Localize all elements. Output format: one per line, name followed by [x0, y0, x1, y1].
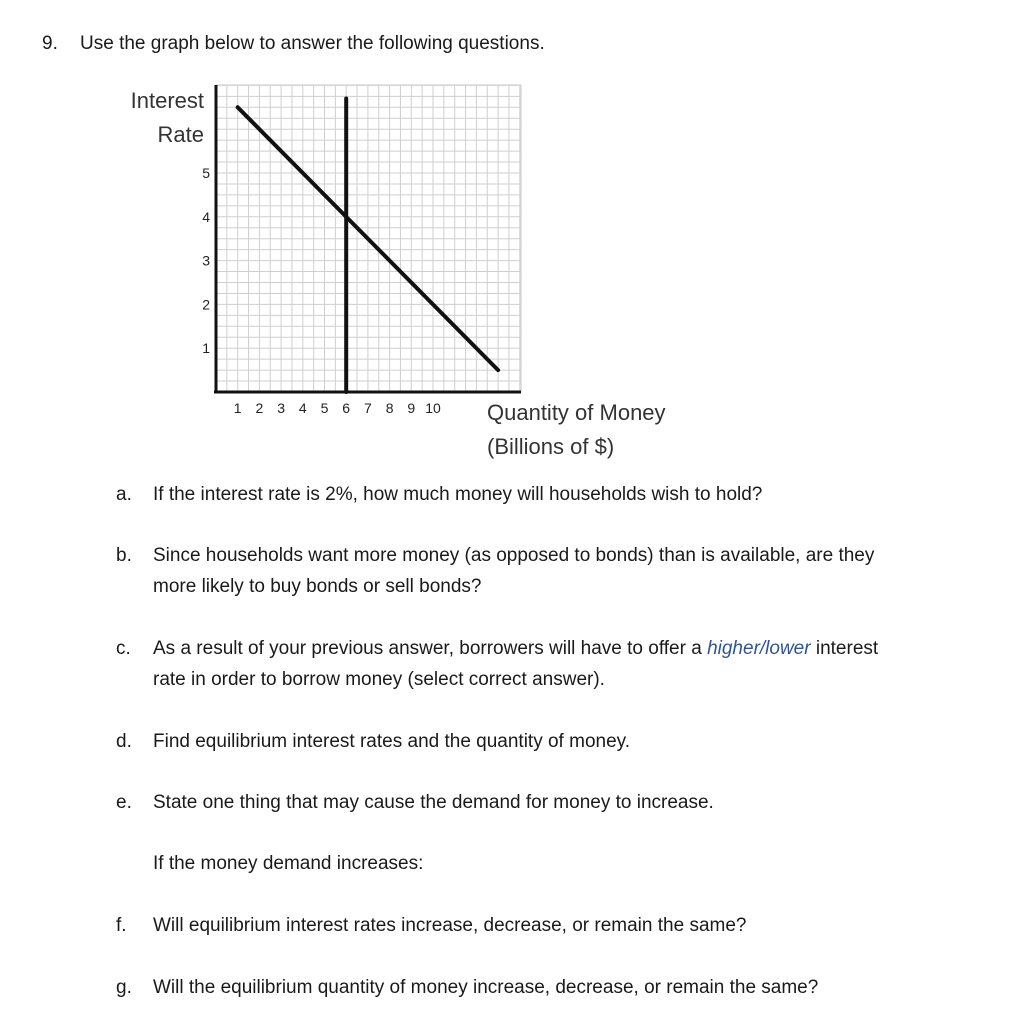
subquestion-f-text: Will equilibrium interest rates increase, decrease, or remain the same? — [153, 915, 747, 936]
x-tick-label: 10 — [425, 400, 441, 416]
subquestion-b-letter: b. — [116, 545, 132, 566]
y-axis-title-line1: Interest — [130, 88, 204, 113]
subquestion-f-letter: f. — [116, 915, 127, 936]
x-tick-label: 9 — [407, 400, 416, 416]
x-axis-title-line2: (Billions of $) — [487, 434, 615, 459]
subquestion-c-text — [153, 633, 973, 695]
subquestion-c-line1 — [153, 633, 973, 664]
x-axis-title-line1: Quantity of Money — [487, 400, 666, 425]
subquestion-c-letter: c. — [116, 638, 131, 659]
subquestion-g-text: Will the equilibrium quantity of money increase, decrease, or remain the same? — [153, 977, 819, 998]
y-tick-label: 1 — [202, 340, 210, 357]
subquestion-d-text: Find equilibrium interest rates and the quantity of money. — [153, 731, 631, 752]
subquestion-d-letter: d. — [116, 731, 132, 752]
y-tick-label: 5 — [202, 165, 210, 181]
y-tick-label: 4 — [202, 208, 210, 225]
subquestion-c-after: interest — [810, 638, 879, 659]
money-demand-increase-intro: If the money demand increases: — [153, 853, 424, 874]
subquestion-c-before: As a result of your previous answer, borrowers will have to offer a — [153, 638, 708, 659]
subquestion-b-line1: Since households want more money (as opposed to bonds) than is available, are they — [153, 545, 875, 566]
x-tick-label: 1 — [233, 400, 242, 416]
y-tick-label: 2 — [202, 296, 210, 313]
x-tick-label: 4 — [298, 400, 307, 416]
x-tick-label: 7 — [364, 400, 372, 416]
question-prompt: Use the graph below to answer the following questions. — [80, 33, 545, 54]
subquestion-b-line2: more likely to buy bonds or sell bonds? — [153, 576, 482, 597]
subquestion-a-text: If the interest rate is 2%, how much money will households wish to hold? — [153, 484, 763, 505]
x-tick-label: 2 — [255, 400, 264, 416]
x-tick-label: 5 — [320, 400, 329, 416]
subquestion-a-letter: a. — [116, 484, 132, 505]
x-tick-label: 8 — [385, 400, 394, 416]
subquestion-c-line2: rate in order to borrow money (select correct answer). — [153, 669, 605, 690]
y-axis-title-line2: Rate — [157, 122, 204, 147]
x-tick-label: 6 — [342, 400, 351, 416]
subquestion-b-text — [153, 540, 973, 602]
subquestion-e-letter: e. — [116, 792, 132, 813]
subquestion-g-letter: g. — [116, 977, 132, 998]
subquestion-e-text: State one thing that may cause the demand for money to increase. — [153, 792, 714, 813]
question-number: 9. — [42, 33, 58, 54]
y-tick-label: 3 — [202, 252, 210, 269]
higher-lower-choice: higher/lower — [707, 638, 811, 659]
x-tick-label: 3 — [277, 400, 285, 416]
